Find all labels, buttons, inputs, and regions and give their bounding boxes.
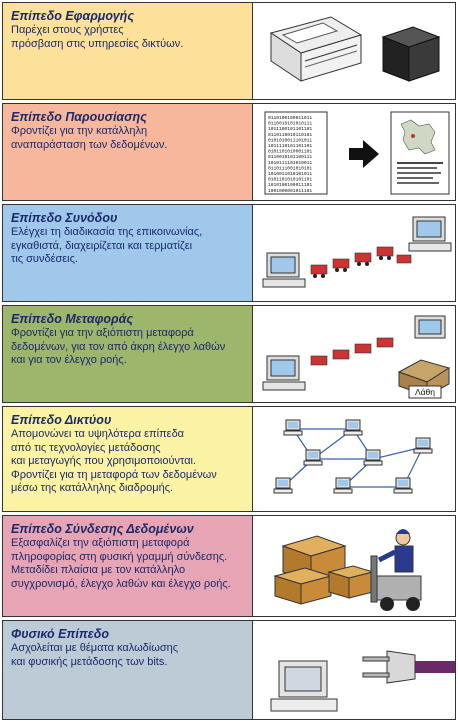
application-illustration <box>253 3 455 99</box>
delivery-trucks-icon <box>311 247 411 274</box>
layer-network <box>2 406 456 512</box>
layer-description: Ελέγχει τη διαδικασία της επικοινωνίας, εγκαθιστά, διαχειρίζεται και τερματίζει τις συνδέσεις. <box>11 226 203 265</box>
layer-title: Επίπεδο Δικτύου <box>11 413 112 427</box>
layer-transport-text <box>3 306 253 402</box>
binary-row: 1011100101101101 <box>268 127 313 133</box>
binary-row: 0101101010001101 <box>268 149 313 155</box>
layer-presentation-text <box>3 104 253 200</box>
cargo-boxes-icon <box>275 536 373 604</box>
layer-datalink-text <box>3 516 253 616</box>
layer-session <box>2 204 456 302</box>
binary-row: 0101010011101011 <box>268 138 313 144</box>
computer-icon <box>263 356 305 390</box>
binary-row: 0110100100011011 <box>268 116 313 121</box>
cable-plug-icon <box>363 651 455 683</box>
delivery-trucks-icon <box>311 338 393 365</box>
layer-title: Επίπεδο Συνόδου <box>11 211 118 225</box>
layer-physical <box>2 620 456 720</box>
layer-title: Επίπεδο Εφαρμογής <box>11 9 134 23</box>
server-cube-icon <box>383 27 439 81</box>
computer-icon <box>271 661 337 711</box>
network-node-icon <box>344 420 362 435</box>
physical-illustration <box>253 621 455 719</box>
binary-row: 0101101010101101 <box>268 177 313 183</box>
arrow-right-icon <box>349 140 379 168</box>
binary-row: 1010011010101011 <box>268 172 313 177</box>
computer-icon <box>415 316 445 338</box>
binary-text <box>268 115 312 194</box>
network-node-icon <box>274 478 292 493</box>
layer-application <box>2 2 456 100</box>
computer-icon <box>409 217 451 251</box>
binary-row: 1010100100011101 <box>268 183 313 189</box>
transport-illustration <box>253 306 455 402</box>
layer-network-text <box>3 407 253 511</box>
binary-row: 0110010101010111 <box>268 121 313 127</box>
layer-description: Φροντίζει για την κατάλληλη αναπαράσταση των δεδομένων. <box>11 125 168 151</box>
layer-title: Επίπεδο Σύνδεσης Δεδομένων <box>11 522 194 536</box>
rendered-document-icon <box>391 112 449 194</box>
network-node-icon <box>284 420 302 435</box>
layer-description: Απομονώνει τα υψηλότερα επίπεδα από τις τεχνολογίες μετάδοσης και μεταγωγής που χρησιμοποιούνται. Φροντίζει για τη μεταφορά των δεδομένων μέσω της κατάλληλης διαδρομής. <box>11 428 217 494</box>
layer-physical-text <box>3 621 253 719</box>
network-illustration <box>253 407 455 511</box>
network-node-icon <box>304 450 322 465</box>
binary-row: 0110111001010101 <box>268 166 313 172</box>
layer-transport <box>2 305 456 403</box>
layer-session-text <box>3 205 253 301</box>
layer-title: Επίπεδο Παρουσίασης <box>11 110 147 124</box>
network-nodes <box>274 420 432 493</box>
binary-row: 1011110101101101 <box>268 144 313 149</box>
binary-row: 0110110010110101 <box>268 132 313 138</box>
layer-datalink <box>2 515 456 617</box>
network-node-icon <box>364 450 382 465</box>
errors-label: Λάθη <box>414 387 436 397</box>
network-node-icon <box>394 478 412 493</box>
layer-description: Εξασφαλίζει την αξιόπιστη μεταφορά πληροφορίας στη φυσική γραμμή σύνδεσης. Μεταδίδει πλαίσια με τον κατάλληλο συγχρονισμό, έλεγχο λαθών και έλεγχο ροής. <box>11 537 231 590</box>
datalink-illustration <box>253 516 455 616</box>
session-illustration <box>253 205 455 301</box>
forklift-worker-icon <box>371 529 421 611</box>
presentation-illustration <box>253 104 455 200</box>
binary-row: 0110010101100111 <box>268 155 313 161</box>
binary-row: 1001000001011101 <box>268 188 313 194</box>
network-node-icon <box>414 438 432 453</box>
printer-icon <box>271 17 361 81</box>
layer-title: Επίπεδο Μεταφοράς <box>11 312 133 326</box>
binary-row: 1010111101010011 <box>268 160 313 166</box>
network-node-icon <box>334 478 352 493</box>
computer-icon <box>263 253 305 287</box>
layer-description: Ασχολείται με θέματα καλωδίωσης και φυσικής μετάδοσης των bits. <box>11 642 179 668</box>
layer-description: Φροντίζει για την αξιόπιστη μεταφορά δεδομένων, για τον από άκρη έλεγχο λαθών και για τον έλεγχο ροής. <box>11 327 226 366</box>
layer-description: Παρέχει στους χρήστες πρόσβαση στις υπηρεσίες δικτύων. <box>11 24 184 50</box>
layer-application-text <box>3 3 253 99</box>
layer-presentation <box>2 103 456 201</box>
layer-title: Φυσικό Επίπεδο <box>11 627 109 641</box>
